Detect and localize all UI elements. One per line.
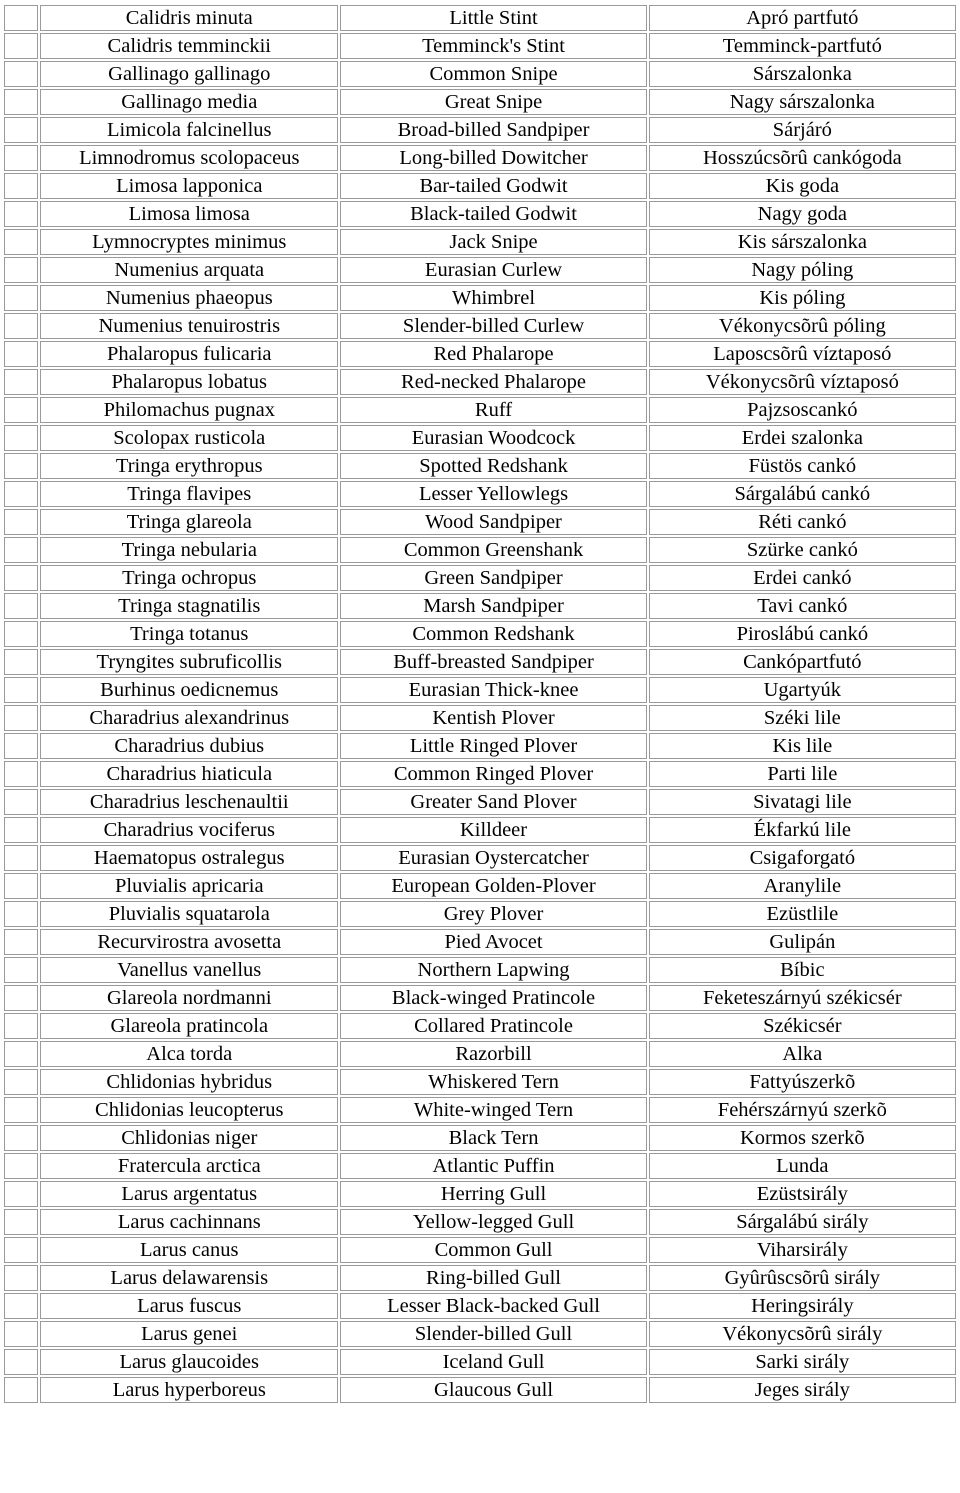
table-row: [4, 1321, 956, 1347]
table-row: [4, 1181, 956, 1207]
blank-cell: [4, 509, 38, 535]
hungarian-name-cell: Cankópartfutó: [649, 649, 956, 675]
english-name-cell: Common Greenshank: [340, 537, 646, 563]
blank-cell: [4, 1237, 38, 1263]
english-name-cell: Little Ringed Plover: [340, 733, 646, 759]
blank-cell: [4, 1041, 38, 1067]
latin-name-cell: Larus cachinnans: [40, 1209, 338, 1235]
hungarian-name-cell: Piroslábú cankó: [649, 621, 956, 647]
hungarian-name-cell: Apró partfutó: [649, 5, 956, 31]
english-name-cell: Buff-breasted Sandpiper: [340, 649, 646, 675]
english-name-cell: Yellow-legged Gull: [340, 1209, 646, 1235]
hungarian-name-cell: Szürke cankó: [649, 537, 956, 563]
english-name-cell: Temminck's Stint: [340, 33, 646, 59]
hungarian-name-cell: Ezüstsirály: [649, 1181, 956, 1207]
hungarian-name-cell: Ugartyúk: [649, 677, 956, 703]
latin-name-cell: Tringa nebularia: [40, 537, 338, 563]
blank-cell: [4, 1293, 38, 1319]
hungarian-name-cell: Temminck-partfutó: [649, 33, 956, 59]
blank-cell: [4, 761, 38, 787]
blank-cell: [4, 229, 38, 255]
table-row: [4, 89, 956, 115]
blank-cell: [4, 425, 38, 451]
hungarian-name-cell: Nagy sárszalonka: [649, 89, 956, 115]
table-row: [4, 929, 956, 955]
table-row: [4, 1013, 956, 1039]
latin-name-cell: Tringa flavipes: [40, 481, 338, 507]
english-name-cell: Slender-billed Gull: [340, 1321, 646, 1347]
hungarian-name-cell: Gyûrûscsõrû sirály: [649, 1265, 956, 1291]
hungarian-name-cell: Feketeszárnyú székicsér: [649, 985, 956, 1011]
latin-name-cell: Haematopus ostralegus: [40, 845, 338, 871]
hungarian-name-cell: Viharsirály: [649, 1237, 956, 1263]
blank-cell: [4, 901, 38, 927]
blank-cell: [4, 397, 38, 423]
english-name-cell: Long-billed Dowitcher: [340, 145, 646, 171]
blank-cell: [4, 61, 38, 87]
latin-name-cell: Vanellus vanellus: [40, 957, 338, 983]
table-row: [4, 369, 956, 395]
english-name-cell: Wood Sandpiper: [340, 509, 646, 535]
latin-name-cell: Fratercula arctica: [40, 1153, 338, 1179]
table-row: [4, 649, 956, 675]
english-name-cell: Eurasian Oystercatcher: [340, 845, 646, 871]
table-row: [4, 873, 956, 899]
latin-name-cell: Glareola nordmanni: [40, 985, 338, 1011]
english-name-cell: Grey Plover: [340, 901, 646, 927]
species-table: [2, 3, 958, 1405]
blank-cell: [4, 1153, 38, 1179]
table-row: [4, 789, 956, 815]
latin-name-cell: Charadrius leschenaultii: [40, 789, 338, 815]
hungarian-name-cell: Kis sárszalonka: [649, 229, 956, 255]
latin-name-cell: Recurvirostra avosetta: [40, 929, 338, 955]
latin-name-cell: Tringa ochropus: [40, 565, 338, 591]
latin-name-cell: Limnodromus scolopaceus: [40, 145, 338, 171]
table-row: [4, 173, 956, 199]
blank-cell: [4, 1209, 38, 1235]
hungarian-name-cell: Hosszúcsõrû cankógoda: [649, 145, 956, 171]
latin-name-cell: Pluvialis squatarola: [40, 901, 338, 927]
hungarian-name-cell: Bíbic: [649, 957, 956, 983]
english-name-cell: Pied Avocet: [340, 929, 646, 955]
hungarian-name-cell: Sarki sirály: [649, 1349, 956, 1375]
english-name-cell: Common Redshank: [340, 621, 646, 647]
hungarian-name-cell: Vékonycsõrû póling: [649, 313, 956, 339]
table-row: [4, 33, 956, 59]
blank-cell: [4, 173, 38, 199]
blank-cell: [4, 201, 38, 227]
table-row: [4, 425, 956, 451]
blank-cell: [4, 145, 38, 171]
hungarian-name-cell: Sárgalábú cankó: [649, 481, 956, 507]
english-name-cell: Common Ringed Plover: [340, 761, 646, 787]
hungarian-name-cell: Erdei szalonka: [649, 425, 956, 451]
latin-name-cell: Gallinago media: [40, 89, 338, 115]
hungarian-name-cell: Aranylile: [649, 873, 956, 899]
english-name-cell: Eurasian Woodcock: [340, 425, 646, 451]
table-row: [4, 229, 956, 255]
english-name-cell: Iceland Gull: [340, 1349, 646, 1375]
latin-name-cell: Larus argentatus: [40, 1181, 338, 1207]
hungarian-name-cell: Vékonycsõrû víztaposó: [649, 369, 956, 395]
hungarian-name-cell: Nagy goda: [649, 201, 956, 227]
blank-cell: [4, 313, 38, 339]
latin-name-cell: Limosa limosa: [40, 201, 338, 227]
english-name-cell: Black Tern: [340, 1125, 646, 1151]
latin-name-cell: Tryngites subruficollis: [40, 649, 338, 675]
english-name-cell: Eurasian Curlew: [340, 257, 646, 283]
english-name-cell: Broad-billed Sandpiper: [340, 117, 646, 143]
table-row: [4, 621, 956, 647]
latin-name-cell: Numenius arquata: [40, 257, 338, 283]
table-row: [4, 1349, 956, 1375]
table-row: [4, 5, 956, 31]
latin-name-cell: Charadrius dubius: [40, 733, 338, 759]
blank-cell: [4, 845, 38, 871]
english-name-cell: Herring Gull: [340, 1181, 646, 1207]
table-row: [4, 537, 956, 563]
blank-cell: [4, 705, 38, 731]
hungarian-name-cell: Pajzsoscankó: [649, 397, 956, 423]
blank-cell: [4, 1321, 38, 1347]
blank-cell: [4, 1265, 38, 1291]
english-name-cell: Whimbrel: [340, 285, 646, 311]
table-row: [4, 1265, 956, 1291]
english-name-cell: Black-winged Pratincole: [340, 985, 646, 1011]
latin-name-cell: Chlidonias niger: [40, 1125, 338, 1151]
english-name-cell: Red-necked Phalarope: [340, 369, 646, 395]
latin-name-cell: Charadrius hiaticula: [40, 761, 338, 787]
table-row: [4, 1153, 956, 1179]
blank-cell: [4, 929, 38, 955]
blank-cell: [4, 89, 38, 115]
blank-cell: [4, 453, 38, 479]
table-row: [4, 257, 956, 283]
table-row: [4, 901, 956, 927]
table-row: [4, 341, 956, 367]
latin-name-cell: Calidris minuta: [40, 5, 338, 31]
latin-name-cell: Tringa erythropus: [40, 453, 338, 479]
english-name-cell: Green Sandpiper: [340, 565, 646, 591]
latin-name-cell: Tringa totanus: [40, 621, 338, 647]
table-row: [4, 565, 956, 591]
blank-cell: [4, 1181, 38, 1207]
hungarian-name-cell: Nagy póling: [649, 257, 956, 283]
english-name-cell: Atlantic Puffin: [340, 1153, 646, 1179]
table-row: [4, 481, 956, 507]
latin-name-cell: Tringa glareola: [40, 509, 338, 535]
latin-name-cell: Glareola pratincola: [40, 1013, 338, 1039]
english-name-cell: Glaucous Gull: [340, 1377, 646, 1403]
table-row: [4, 705, 956, 731]
latin-name-cell: Charadrius vociferus: [40, 817, 338, 843]
blank-cell: [4, 369, 38, 395]
latin-name-cell: Alca torda: [40, 1041, 338, 1067]
table-row: [4, 985, 956, 1011]
english-name-cell: White-winged Tern: [340, 1097, 646, 1123]
english-name-cell: Red Phalarope: [340, 341, 646, 367]
table-row: [4, 1293, 956, 1319]
hungarian-name-cell: Jeges sirály: [649, 1377, 956, 1403]
table-row: [4, 1041, 956, 1067]
hungarian-name-cell: Parti lile: [649, 761, 956, 787]
english-name-cell: Spotted Redshank: [340, 453, 646, 479]
hungarian-name-cell: Réti cankó: [649, 509, 956, 535]
latin-name-cell: Larus canus: [40, 1237, 338, 1263]
english-name-cell: Common Snipe: [340, 61, 646, 87]
english-name-cell: Ring-billed Gull: [340, 1265, 646, 1291]
species-table-body: [4, 5, 956, 1403]
blank-cell: [4, 117, 38, 143]
latin-name-cell: Limosa lapponica: [40, 173, 338, 199]
latin-name-cell: Phalaropus fulicaria: [40, 341, 338, 367]
blank-cell: [4, 1125, 38, 1151]
table-row: [4, 817, 956, 843]
english-name-cell: European Golden-Plover: [340, 873, 646, 899]
hungarian-name-cell: Sárgalábú sirály: [649, 1209, 956, 1235]
english-name-cell: Common Gull: [340, 1237, 646, 1263]
latin-name-cell: Larus genei: [40, 1321, 338, 1347]
latin-name-cell: Philomachus pugnax: [40, 397, 338, 423]
blank-cell: [4, 341, 38, 367]
table-row: [4, 1209, 956, 1235]
latin-name-cell: Larus delawarensis: [40, 1265, 338, 1291]
table-row: [4, 397, 956, 423]
blank-cell: [4, 621, 38, 647]
blank-cell: [4, 1097, 38, 1123]
hungarian-name-cell: Csigaforgató: [649, 845, 956, 871]
english-name-cell: Little Stint: [340, 5, 646, 31]
latin-name-cell: Charadrius alexandrinus: [40, 705, 338, 731]
blank-cell: [4, 789, 38, 815]
blank-cell: [4, 1013, 38, 1039]
english-name-cell: Bar-tailed Godwit: [340, 173, 646, 199]
latin-name-cell: Lymnocryptes minimus: [40, 229, 338, 255]
blank-cell: [4, 565, 38, 591]
table-row: [4, 1097, 956, 1123]
latin-name-cell: Scolopax rusticola: [40, 425, 338, 451]
english-name-cell: Marsh Sandpiper: [340, 593, 646, 619]
blank-cell: [4, 649, 38, 675]
english-name-cell: Killdeer: [340, 817, 646, 843]
table-row: [4, 677, 956, 703]
hungarian-name-cell: Sárjáró: [649, 117, 956, 143]
latin-name-cell: Gallinago gallinago: [40, 61, 338, 87]
hungarian-name-cell: Tavi cankó: [649, 593, 956, 619]
table-row: [4, 453, 956, 479]
table-row: [4, 201, 956, 227]
table-row: [4, 761, 956, 787]
blank-cell: [4, 817, 38, 843]
blank-cell: [4, 481, 38, 507]
latin-name-cell: Chlidonias leucopterus: [40, 1097, 338, 1123]
table-row: [4, 957, 956, 983]
blank-cell: [4, 5, 38, 31]
blank-cell: [4, 985, 38, 1011]
hungarian-name-cell: Székicsér: [649, 1013, 956, 1039]
english-name-cell: Slender-billed Curlew: [340, 313, 646, 339]
latin-name-cell: Tringa stagnatilis: [40, 593, 338, 619]
hungarian-name-cell: Füstös cankó: [649, 453, 956, 479]
english-name-cell: Collared Pratincole: [340, 1013, 646, 1039]
english-name-cell: Lesser Yellowlegs: [340, 481, 646, 507]
blank-cell: [4, 957, 38, 983]
table-row: [4, 593, 956, 619]
english-name-cell: Greater Sand Plover: [340, 789, 646, 815]
blank-cell: [4, 33, 38, 59]
hungarian-name-cell: Kis lile: [649, 733, 956, 759]
hungarian-name-cell: Kis goda: [649, 173, 956, 199]
hungarian-name-cell: Ékfarkú lile: [649, 817, 956, 843]
english-name-cell: Kentish Plover: [340, 705, 646, 731]
latin-name-cell: Larus fuscus: [40, 1293, 338, 1319]
hungarian-name-cell: Laposcsõrû víztaposó: [649, 341, 956, 367]
english-name-cell: Great Snipe: [340, 89, 646, 115]
hungarian-name-cell: Erdei cankó: [649, 565, 956, 591]
english-name-cell: Razorbill: [340, 1041, 646, 1067]
table-row: [4, 1237, 956, 1263]
table-row: [4, 285, 956, 311]
english-name-cell: Eurasian Thick-knee: [340, 677, 646, 703]
latin-name-cell: Larus hyperboreus: [40, 1377, 338, 1403]
latin-name-cell: Burhinus oedicnemus: [40, 677, 338, 703]
latin-name-cell: Limicola falcinellus: [40, 117, 338, 143]
table-row: [4, 509, 956, 535]
latin-name-cell: Larus glaucoides: [40, 1349, 338, 1375]
english-name-cell: Jack Snipe: [340, 229, 646, 255]
blank-cell: [4, 537, 38, 563]
blank-cell: [4, 1349, 38, 1375]
latin-name-cell: Phalaropus lobatus: [40, 369, 338, 395]
table-row: [4, 1377, 956, 1403]
hungarian-name-cell: Fehérszárnyú szerkõ: [649, 1097, 956, 1123]
english-name-cell: Lesser Black-backed Gull: [340, 1293, 646, 1319]
table-row: [4, 1069, 956, 1095]
blank-cell: [4, 733, 38, 759]
hungarian-name-cell: Ezüstlile: [649, 901, 956, 927]
blank-cell: [4, 285, 38, 311]
hungarian-name-cell: Sárszalonka: [649, 61, 956, 87]
hungarian-name-cell: Heringsirály: [649, 1293, 956, 1319]
blank-cell: [4, 873, 38, 899]
english-name-cell: Northern Lapwing: [340, 957, 646, 983]
latin-name-cell: Pluvialis apricaria: [40, 873, 338, 899]
hungarian-name-cell: Kormos szerkõ: [649, 1125, 956, 1151]
blank-cell: [4, 677, 38, 703]
hungarian-name-cell: Sivatagi lile: [649, 789, 956, 815]
table-row: [4, 145, 956, 171]
table-row: [4, 117, 956, 143]
latin-name-cell: Calidris temminckii: [40, 33, 338, 59]
english-name-cell: Black-tailed Godwit: [340, 201, 646, 227]
table-row: [4, 1125, 956, 1151]
hungarian-name-cell: Alka: [649, 1041, 956, 1067]
latin-name-cell: Numenius phaeopus: [40, 285, 338, 311]
hungarian-name-cell: Kis póling: [649, 285, 956, 311]
hungarian-name-cell: Lunda: [649, 1153, 956, 1179]
table-row: [4, 733, 956, 759]
blank-cell: [4, 1069, 38, 1095]
hungarian-name-cell: Vékonycsõrû sirály: [649, 1321, 956, 1347]
table-row: [4, 845, 956, 871]
table-row: [4, 61, 956, 87]
blank-cell: [4, 257, 38, 283]
latin-name-cell: Numenius tenuirostris: [40, 313, 338, 339]
hungarian-name-cell: Széki lile: [649, 705, 956, 731]
blank-cell: [4, 1377, 38, 1403]
table-row: [4, 313, 956, 339]
english-name-cell: Whiskered Tern: [340, 1069, 646, 1095]
blank-cell: [4, 593, 38, 619]
hungarian-name-cell: Gulipán: [649, 929, 956, 955]
latin-name-cell: Chlidonias hybridus: [40, 1069, 338, 1095]
hungarian-name-cell: Fattyúszerkõ: [649, 1069, 956, 1095]
english-name-cell: Ruff: [340, 397, 646, 423]
